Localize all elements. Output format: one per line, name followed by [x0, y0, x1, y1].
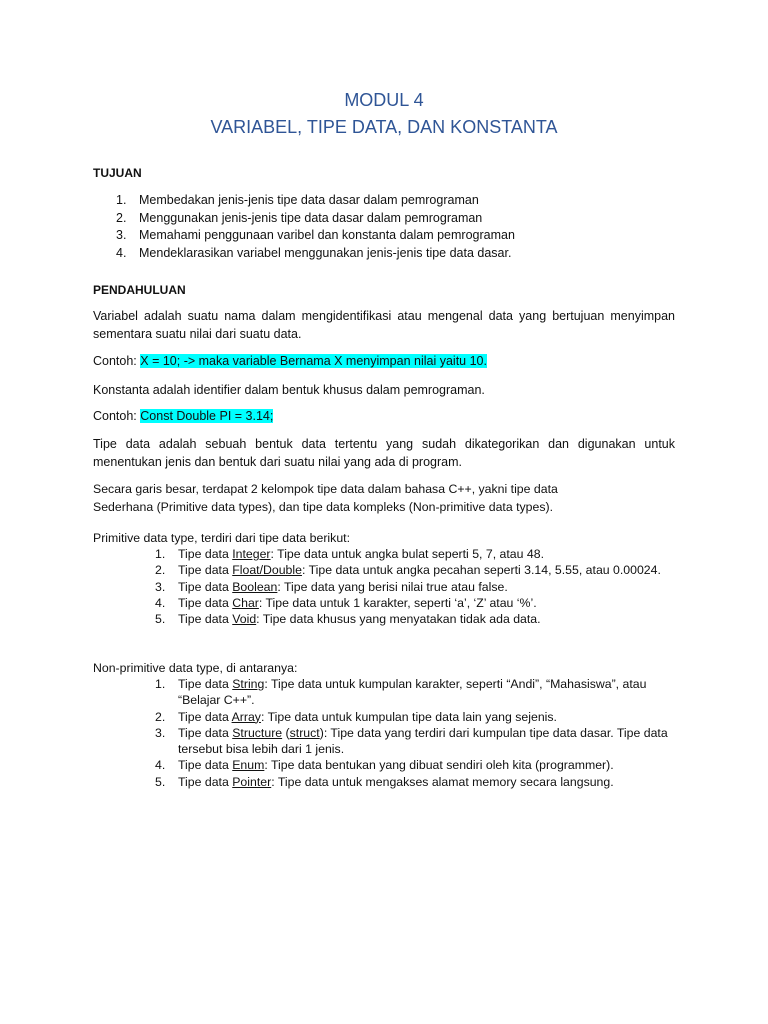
list-item: 1. Tipe data String: Tipe data untuk kumpulan karakter, seperti “Andi”, “Mahasiswa”, atau “Belajar C++”. [155, 677, 647, 708]
variabel-definition: Variabel adalah suatu nama dalam mengidentifikasi atau mengenal data yang bertujuan menyimpan sementara suatu nilai dari suatu data. [93, 309, 675, 341]
tujuan-item: 2. Menggunakan jenis-jenis tipe data dasar dalam pemrograman [116, 210, 483, 225]
tujuan-heading: TUJUAN [93, 166, 142, 180]
list-item: 2. Tipe data Float/Double: Tipe data untuk angka pecahan seperti 3.14, 5.55, atau 0.00024. [155, 563, 661, 578]
primitive-intro: Primitive data type, terdiri dari tipe data berikut: [93, 531, 350, 545]
tipe-data-definition: Tipe data adalah sebuah bentuk data tertentu yang sudah dikategorikan dan digunakan untuk menentukan jenis dan bentuk dari suatu nilai yang ada di program. [93, 437, 675, 469]
contoh-konstanta: Contoh: Const Double PI = 3.14; [93, 409, 274, 423]
konstanta-definition: Konstanta adalah identifier dalam bentuk khusus dalam pemrograman. [93, 383, 485, 397]
list-item: 4. Tipe data Char: Tipe data untuk 1 karakter, seperti ‘a’, ‘Z’ atau ‘%’. [155, 595, 537, 610]
list-item: 1. Tipe data Integer: Tipe data untuk angka bulat seperti 5, 7, atau 48. [155, 547, 544, 561]
tujuan-item: 1. Membedakan jenis-jenis tipe data dasar dalam pemrograman [116, 193, 479, 207]
list-item: 5. Tipe data Void: Tipe data khusus yang menyatakan tidak ada data. [155, 612, 541, 627]
list-item: 5. Tipe data Pointer: Tipe data untuk mengakses alamat memory secara langsung. [155, 774, 614, 789]
highlighted-code: Const Double PI = 3.14; [140, 409, 274, 423]
module-topic-title: VARIABEL, TIPE DATA, DAN KONSTANTA [210, 117, 558, 137]
list-item: 3. Tipe data Boolean: Tipe data yang berisi nilai true atau false. [155, 579, 508, 594]
list-item: 2. Tipe data Array: Tipe data untuk kumpulan tipe data lain yang sejenis. [155, 709, 557, 724]
tujuan-item: 4. Mendeklarasikan variabel menggunakan jenis-jenis tipe data dasar. [116, 245, 512, 260]
garis-besar-paragraph: Secara garis besar, terdapat 2 kelompok tipe data dalam bahasa C++, yakni tipe data Sederhana (Primitive data types), dan tipe data kompleks (Non-primitive data types). [93, 482, 558, 514]
list-item: 4. Tipe data Enum: Tipe data bentukan yang dibuat sendiri oleh kita (programmer). [155, 758, 614, 773]
nonprimitive-list [155, 676, 675, 790]
module-number-title: MODUL 4 [344, 90, 424, 110]
pendahuluan-heading: PENDAHULUAN [93, 283, 186, 297]
tujuan-item: 3. Memahami penggunaan varibel dan konstanta dalam pemrograman [116, 228, 515, 242]
list-item: 3. Tipe data Structure (struct): Tipe data yang terdiri dari kumpulan tipe data dasar. Tipe data tersebut bisa lebih dari 1 jenis. [155, 725, 668, 757]
tujuan-list [116, 192, 515, 262]
highlighted-code: X = 10; -> maka variable Bernama X menyimpan nilai yaitu 10. [140, 354, 487, 368]
nonprimitive-intro: Non-primitive data type, di antaranya: [93, 661, 298, 675]
contoh-variabel: Contoh: X = 10; -> maka variable Bernama X menyimpan nilai yaitu 10. [93, 354, 487, 368]
primitive-list [155, 546, 675, 627]
